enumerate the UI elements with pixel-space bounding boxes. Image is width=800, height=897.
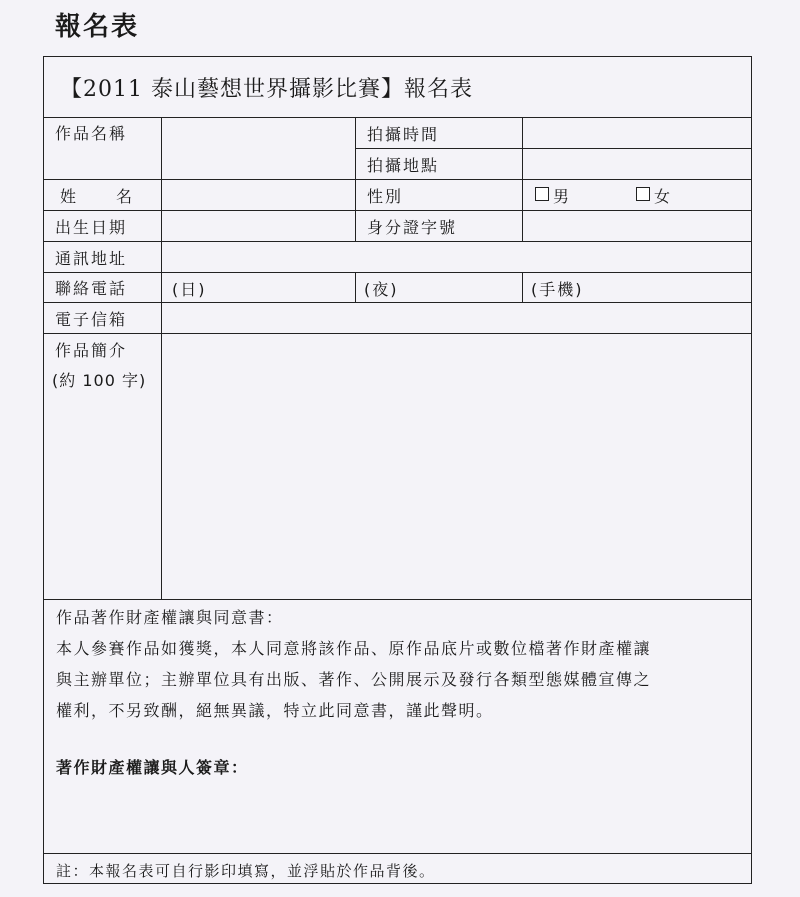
name-field[interactable]: [163, 181, 353, 209]
gender-label: 性別: [367, 187, 404, 206]
shoot-time-label: 拍攝時間: [367, 125, 440, 144]
shoot-place-label: 拍攝地點: [367, 156, 440, 175]
consent-line-2: 與主辦單位；主辦單位具有出版、著作、公開展示及發行各類型態媒體宣傳之: [56, 670, 652, 689]
birthdate-label: 出生日期: [55, 218, 128, 237]
col-divider: [522, 117, 523, 241]
form-title: 【2011 泰山藝想世界攝影比賽】報名表: [60, 77, 473, 102]
id-number-field[interactable]: [524, 212, 750, 240]
phone-night-label: (夜): [364, 280, 399, 299]
row-divider: [43, 179, 752, 180]
address-field[interactable]: [163, 243, 750, 271]
shoot-place-field[interactable]: [524, 150, 750, 178]
email-field[interactable]: [163, 304, 750, 332]
col-divider: [161, 117, 162, 599]
work-name-label: 作品名稱: [55, 124, 128, 143]
intro-label: 作品簡介: [55, 341, 128, 360]
consent-line-1: 本人參賽作品如獲獎，本人同意將該作品、原作品底片或數位檔著作財產權讓: [56, 639, 652, 658]
col-divider: [355, 272, 356, 302]
consent-line-3: 權利，不另致酬，絕無異議，特立此同意書，謹此聲明。: [56, 701, 494, 720]
male-checkbox[interactable]: [535, 187, 549, 201]
row-divider: [43, 333, 752, 334]
work-name-field[interactable]: [163, 119, 353, 177]
name-label-char2: 名: [116, 187, 135, 206]
email-label: 電子信箱: [55, 310, 128, 329]
row-divider: [43, 210, 752, 211]
phone-day-label: (日): [172, 280, 207, 299]
name-label-char1: 姓: [60, 187, 79, 206]
row-divider: [43, 272, 752, 273]
col-divider: [522, 272, 523, 302]
row-divider: [43, 853, 752, 854]
phone-mobile-label: (手機): [531, 280, 584, 299]
female-checkbox[interactable]: [636, 187, 650, 201]
row-divider: [355, 148, 752, 149]
consent-title: 作品著作財產權讓與同意書：: [56, 608, 284, 627]
signature-label: 著作財產權讓與人簽章：: [56, 758, 249, 777]
id-number-label: 身分證字號: [367, 218, 458, 237]
row-divider: [43, 241, 752, 242]
address-label: 通訊地址: [55, 249, 128, 268]
male-label: 男: [553, 187, 572, 206]
signature-field[interactable]: [280, 752, 740, 842]
col-divider: [355, 117, 356, 241]
shoot-time-field[interactable]: [524, 119, 750, 147]
row-divider: [43, 302, 752, 303]
row-divider: [43, 117, 752, 118]
female-label: 女: [654, 187, 673, 206]
phone-label: 聯絡電話: [55, 279, 128, 298]
intro-note: (約 100 字): [52, 371, 147, 390]
page-heading: 報名表: [55, 12, 140, 42]
row-divider: [43, 599, 752, 600]
intro-field[interactable]: [163, 335, 750, 597]
footer-note: 註：本報名表可自行影印填寫，並浮貼於作品背後。: [56, 862, 436, 880]
birthdate-field[interactable]: [163, 212, 353, 240]
